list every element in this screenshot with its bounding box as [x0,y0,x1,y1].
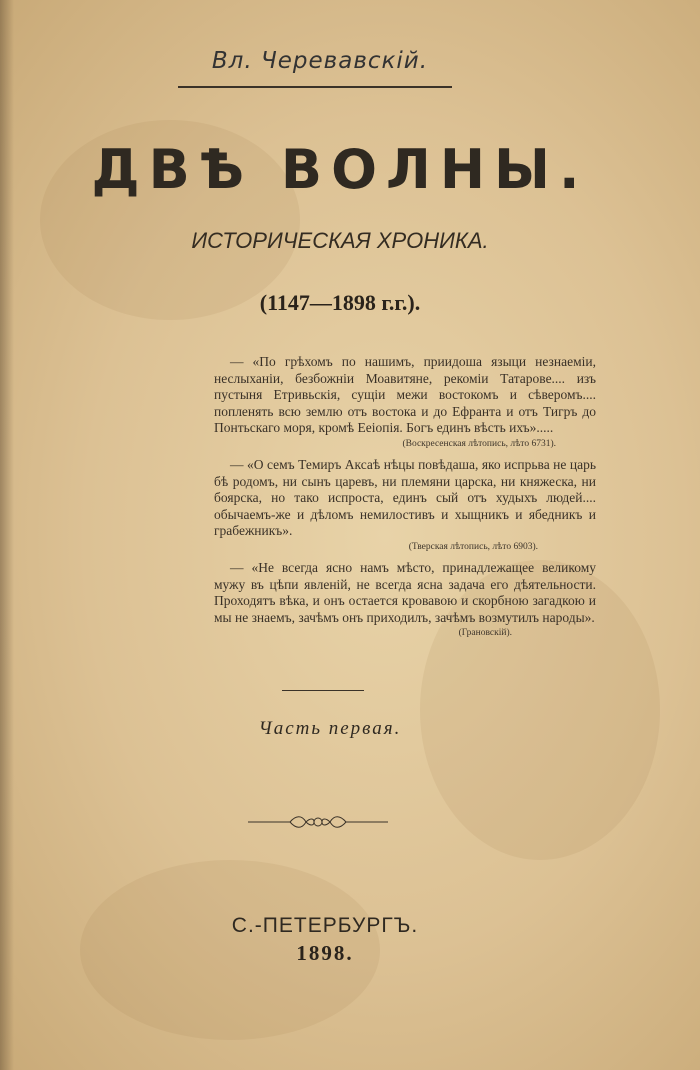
publication-year: 1898. [296,941,354,965]
epigraph-text: — «Не всегда ясно намъ мѣсто, принадлежащее великому мужу въ цѣпи явленій, не всегда ясна задача его дѣятельности. Проходятъ вѣка, и онъ остается кровавою и скорбною загадкою и мы не знаемъ, зачѣмъ онъ приходилъ, зачѣмъ возмутилъ народы». [214,559,596,625]
book-title: ДВѢ ВОЛНЫ. [91,138,589,201]
book-subtitle: ИСТОРИЧЕСКАЯ ХРОНИКА. [191,228,489,253]
part-heading: Часть первая. [258,718,402,739]
author-name: Вл. Черевавскій. [211,48,429,74]
epigraph-text: — «По грѣхомъ по нашимъ, приидоша языци незнаеміи, неслыханіи, безбожніи Моавитяне, рекоміи Татарове.... изъ пустыня Етривьскія, сущіи межи востокомъ и сѣверомъ.... попленять всю землю отъ востока и до Ефранта и отъ Тигръ до Понтьскаго моря, кромѣ Ееіопія. Богъ единъ вѣсть ихъ»..... [214,354,596,436]
author-underline [178,86,452,88]
epigraphs [214,354,596,646]
divider-rule [282,690,364,691]
epigraph-text: — «О семъ Темиръ Аксаѣ нѣцы повѣдаша, яко испрьва не царь бѣ родомъ, ни сынъ царевъ, ни племяни царска, ни княжеска, ни боярска, но тако испроста, единъ сый отъ худыхъ людей.... обычаемъ-же и дѣломъ немилостивъ и хыщникъ и ябедникъ и грабежникъ». [214,456,596,539]
ornament-icon [246,812,390,832]
publication-city: С.-ПЕТЕРБУРГЪ. [231,914,419,937]
epigraph-source: (Тверская лѣтопись, лѣто 6903). [408,541,538,552]
epigraph-source: (Воскресенская лѣтопись, лѣто 6731). [402,438,556,449]
epigraph-source: (Грановскій). [458,628,512,639]
page-spine-shadow [0,0,14,1070]
book-years: (1147—1898 г.г.). [259,290,421,315]
